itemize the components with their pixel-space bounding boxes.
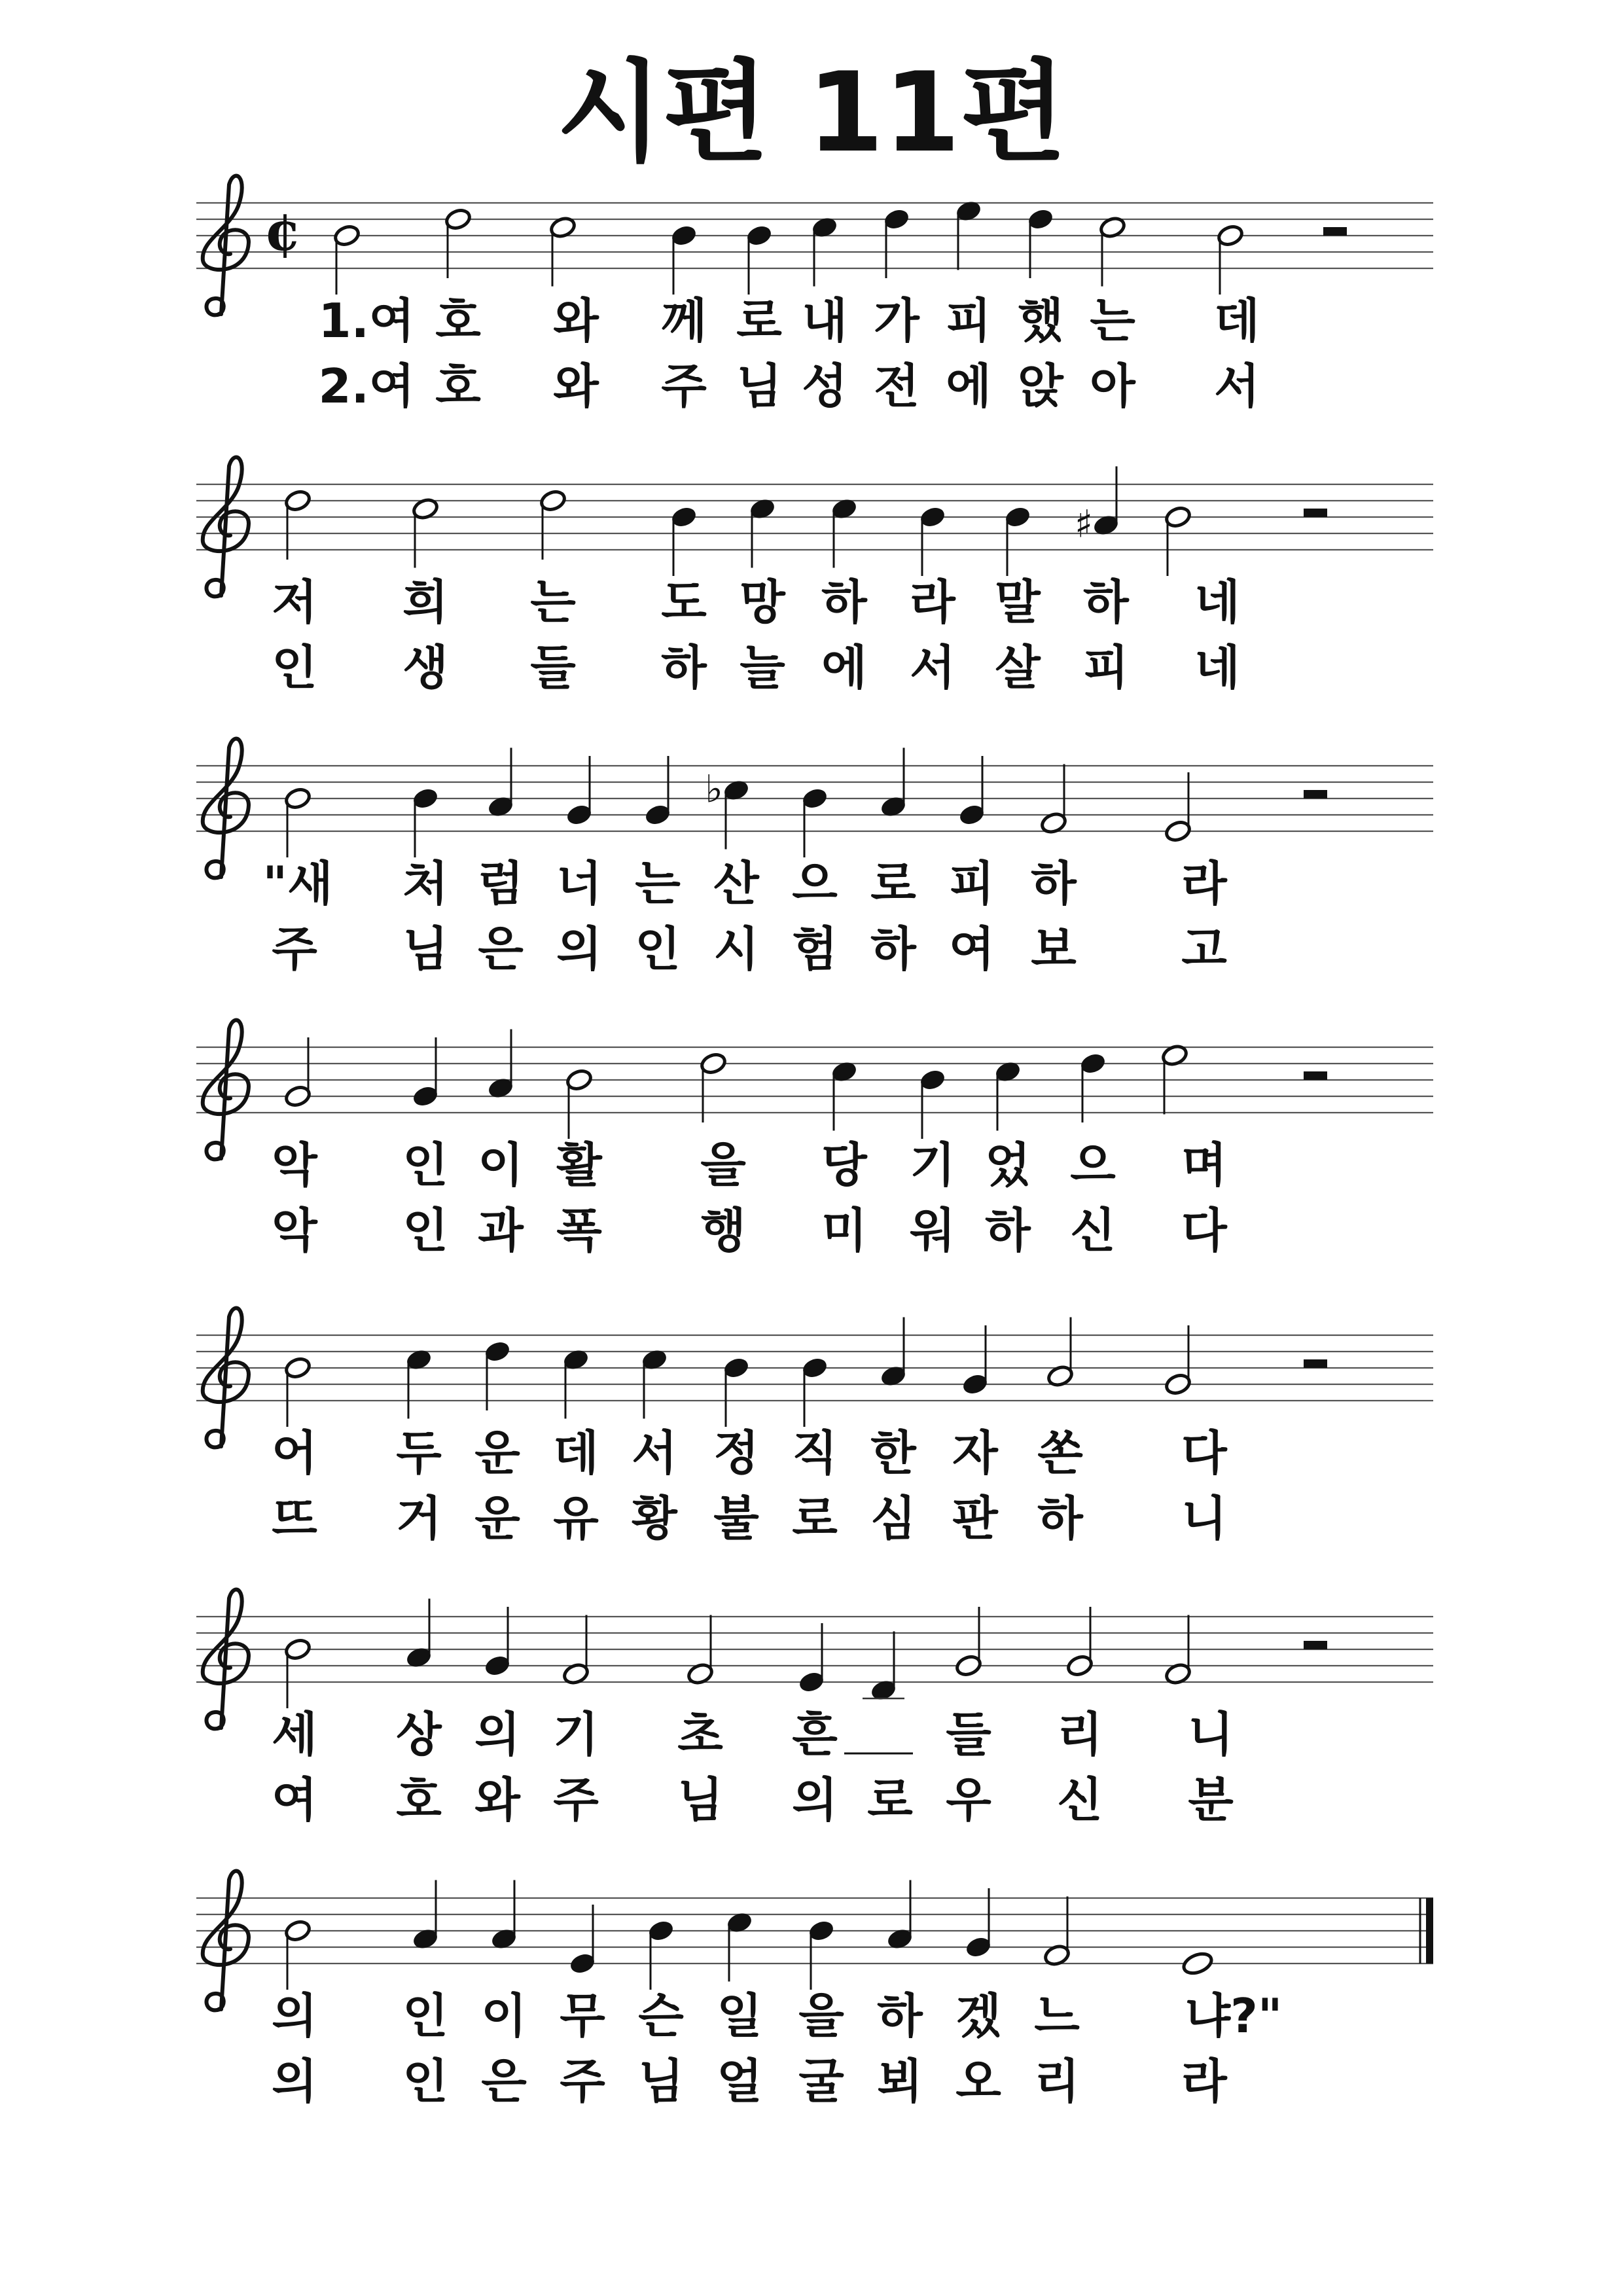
note xyxy=(487,1030,515,1100)
treble-clef-icon xyxy=(203,1308,249,1448)
lyric-syllable: 겠 xyxy=(955,1988,1001,2043)
note xyxy=(1046,1318,1075,1388)
lyric-syllable: 님 xyxy=(677,1772,723,1827)
note xyxy=(811,215,839,286)
lyric-syllable: 고 xyxy=(1181,922,1227,977)
lyric-syllable: 희 xyxy=(402,575,448,630)
note xyxy=(687,1615,715,1686)
lyric-syllable: 하 xyxy=(661,640,707,695)
lyric-syllable: 을 xyxy=(798,1988,844,2043)
note xyxy=(1161,1043,1189,1114)
lyric-syllable: 정 xyxy=(713,1426,759,1480)
lyric-syllable: 했 xyxy=(1018,293,1063,348)
lyric-syllable: 시 xyxy=(713,922,759,977)
half-rest-icon xyxy=(1304,1641,1327,1649)
lyric-syllable: 님 xyxy=(638,2054,684,2109)
note xyxy=(1043,1897,1071,1967)
note xyxy=(955,1607,983,1677)
note xyxy=(644,756,672,827)
lyric-syllable: 와 xyxy=(553,293,599,348)
lyric-syllable: 성 xyxy=(802,359,847,414)
lyric-syllable: 여 xyxy=(272,1772,317,1827)
note xyxy=(1066,1607,1094,1677)
lyric-syllable: 2.여 xyxy=(318,359,415,414)
lyric-syllable: 의 xyxy=(272,1988,317,2043)
lyric-syllable: 에 xyxy=(821,640,867,695)
lyric-syllable: 여 xyxy=(949,922,995,977)
lyric-syllable: 인 xyxy=(635,922,681,977)
note xyxy=(284,1919,312,1990)
lyric-syllable: 두 xyxy=(396,1426,442,1480)
note xyxy=(726,1910,754,1981)
lyric-syllable: 인 xyxy=(402,1988,448,2043)
note xyxy=(412,1880,440,1951)
lyric-syllable: 님 xyxy=(402,922,448,977)
lyric-syllable: 며 xyxy=(1181,1138,1227,1193)
lyric-syllable: 폭 xyxy=(556,1203,602,1258)
note xyxy=(484,1607,512,1677)
lyric-syllable: 들 xyxy=(530,640,576,695)
lyric-syllable: 얼 xyxy=(717,2054,762,2109)
note xyxy=(284,489,312,560)
note xyxy=(444,207,473,278)
lyric-syllable: 데 xyxy=(553,1426,599,1480)
treble-clef-icon xyxy=(203,1871,249,2011)
lyric-syllable: 저 xyxy=(272,575,317,630)
lyric-syllable: 의 xyxy=(474,1707,520,1762)
note xyxy=(1181,1950,1215,1977)
note xyxy=(284,1638,312,1708)
lyric-syllable: 전 xyxy=(874,359,919,414)
note xyxy=(647,1919,675,1990)
lyric-syllable: 운 xyxy=(474,1491,520,1546)
lyric-syllable: 불 xyxy=(713,1491,759,1546)
note xyxy=(1075,467,1120,547)
lyric-syllable: 네 xyxy=(1194,640,1240,695)
time-signature: ¢ xyxy=(264,200,302,263)
lyric-syllable: 서 xyxy=(910,640,955,695)
note xyxy=(565,756,594,827)
lyric-syllable: 라 xyxy=(910,575,955,630)
lyric-syllable: 늘 xyxy=(740,640,785,695)
lyric-syllable: 는 xyxy=(635,856,681,911)
lyric-syllable: 슨 xyxy=(638,1988,684,2043)
staff-system xyxy=(196,457,1433,695)
note xyxy=(487,748,515,819)
note xyxy=(880,1318,908,1388)
lyric-syllable: 니 xyxy=(1181,1491,1227,1546)
lyric-syllable: 이 xyxy=(478,1138,524,1193)
lyric-syllable: 님 xyxy=(736,359,782,414)
note xyxy=(549,215,577,286)
lyric-syllable: 가 xyxy=(874,293,919,348)
half-rest-icon xyxy=(1323,227,1347,236)
note xyxy=(1079,1052,1107,1122)
note xyxy=(405,1599,433,1670)
note xyxy=(808,1919,836,1990)
lyric-syllable: 악 xyxy=(272,1138,317,1193)
note xyxy=(1164,1615,1192,1686)
lyric-syllable: 하 xyxy=(1037,1491,1083,1546)
lyric-syllable: 주 xyxy=(272,922,317,977)
note xyxy=(1027,207,1055,278)
sharp-icon: ♯ xyxy=(1074,501,1094,547)
note xyxy=(961,1325,990,1396)
page-title: 시편 11편 xyxy=(556,48,1067,177)
note xyxy=(749,497,777,567)
lyric-syllable: 은 xyxy=(481,2054,527,2109)
lyric-syllable: 이 xyxy=(481,1988,527,2043)
lyric-syllable: 황 xyxy=(632,1491,677,1546)
lyric-syllable: 는 xyxy=(530,575,576,630)
lyric-syllable: 는 xyxy=(1090,293,1135,348)
lyric-syllable: 활 xyxy=(556,1138,602,1193)
lyric-syllable: 라 xyxy=(1181,2054,1227,2109)
lyric-syllable: 로 xyxy=(870,856,916,911)
note xyxy=(700,1052,728,1122)
lyric-syllable: 라 xyxy=(1181,856,1227,911)
note xyxy=(965,1888,993,1959)
lyric-syllable: 악 xyxy=(272,1203,317,1258)
note xyxy=(484,1340,512,1410)
note xyxy=(994,1060,1022,1130)
half-rest-icon xyxy=(1304,509,1327,517)
note xyxy=(569,1905,597,1975)
lyric-syllable: 었 xyxy=(985,1138,1031,1193)
lyric-syllable: 생 xyxy=(402,640,448,695)
note xyxy=(1164,1325,1192,1396)
lyric-syllable: 자 xyxy=(952,1426,998,1480)
lyric-syllable: 와 xyxy=(553,359,599,414)
treble-clef-icon xyxy=(203,1590,249,1729)
note xyxy=(284,1356,312,1427)
lyric-syllable: 에 xyxy=(946,359,991,414)
lyric-syllable: 께 xyxy=(661,293,707,348)
note xyxy=(412,497,440,567)
lyric-syllable: 행 xyxy=(700,1203,746,1258)
lyric-syllable: 아 xyxy=(1090,359,1135,414)
lyric-syllable: 피 xyxy=(946,293,991,348)
lyric-syllable: 유 xyxy=(553,1491,599,1546)
lyric-syllable: 서 xyxy=(1214,359,1260,414)
lyric-syllable: 들 xyxy=(946,1707,991,1762)
lyric-syllable: 너 xyxy=(556,856,602,911)
lyric-syllable: 하 xyxy=(877,1988,923,2043)
treble-clef-icon xyxy=(203,1020,249,1160)
lyric-syllable: 냐?" xyxy=(1185,1988,1283,2043)
note xyxy=(539,489,567,560)
lyric-syllable: 뜨 xyxy=(272,1491,317,1546)
lyric-syllable: 다 xyxy=(1181,1203,1227,1258)
lyric-syllable: 상 xyxy=(396,1707,442,1762)
lyric-syllable: 호 xyxy=(435,293,481,348)
lyric-syllable: 직 xyxy=(792,1426,838,1480)
lyric-syllable: 서 xyxy=(632,1426,677,1480)
lyric-syllable: 주 xyxy=(661,359,707,414)
lyric-syllable: 미 xyxy=(821,1203,867,1258)
lyric-syllable: 당 xyxy=(821,1138,867,1193)
note xyxy=(562,1615,590,1686)
lyric-syllable: 굴 xyxy=(798,2054,844,2109)
lyric-syllable: 워 xyxy=(910,1203,955,1258)
lyric-syllable: 기 xyxy=(553,1707,599,1762)
lyric-syllable: 말 xyxy=(995,575,1041,630)
note xyxy=(955,199,983,270)
lyric-syllable: 분 xyxy=(1188,1772,1234,1827)
note xyxy=(333,224,361,295)
staff-system xyxy=(196,1871,1433,2109)
lyric-syllable: 와 xyxy=(474,1772,520,1827)
staff-system xyxy=(196,1590,1433,1827)
treble-clef-icon xyxy=(203,176,249,315)
treble-clef-icon xyxy=(203,457,249,597)
staff-system xyxy=(196,739,1433,977)
note xyxy=(1040,764,1068,835)
lyric-syllable: 피 xyxy=(1083,640,1129,695)
note xyxy=(883,207,911,278)
lyric-syllable: 일 xyxy=(717,1988,762,2043)
note xyxy=(886,1880,914,1951)
lyric-syllable: 의 xyxy=(272,2054,317,2109)
note xyxy=(880,748,908,819)
lyric-syllable: 1.여 xyxy=(318,293,415,348)
lyric-syllable: 산 xyxy=(713,856,759,911)
lyric-syllable: 세 xyxy=(272,1707,317,1762)
treble-clef-icon xyxy=(203,739,249,878)
lyric-syllable: 무 xyxy=(560,1988,605,2043)
lyric-syllable: 주 xyxy=(553,1772,599,1827)
lyric-syllable: 니 xyxy=(1188,1707,1234,1762)
note xyxy=(798,1623,826,1694)
note xyxy=(412,1037,440,1108)
note xyxy=(745,224,774,295)
notehead xyxy=(1181,1950,1215,1977)
lyric-syllable: 피 xyxy=(949,856,995,911)
lyric-syllable: "새 xyxy=(262,856,333,911)
note xyxy=(830,1060,859,1130)
note xyxy=(670,505,698,576)
lyric-syllable: 느 xyxy=(1034,1988,1080,2043)
lyric-syllable: 데 xyxy=(1214,293,1260,348)
note xyxy=(1164,772,1192,843)
lyric-syllable: 신 xyxy=(1070,1203,1116,1258)
lyric-syllable: 한 xyxy=(870,1426,916,1480)
lyric-syllable: 심 xyxy=(870,1491,916,1546)
lyric-syllable: 처 xyxy=(402,856,448,911)
lyric-syllable: 로 xyxy=(792,1491,838,1546)
lyric-syllable: 내 xyxy=(802,293,847,348)
note xyxy=(1099,215,1127,286)
note xyxy=(412,787,440,857)
lyric-syllable: 거 xyxy=(396,1491,442,1546)
lyric-syllable: 인 xyxy=(402,2054,448,2109)
lyric-syllable: 하 xyxy=(870,922,916,977)
lyric-syllable: 을 xyxy=(700,1138,746,1193)
lyric-syllable: 하 xyxy=(821,575,867,630)
lyric-syllable: 앉 xyxy=(1018,359,1063,414)
lyric-syllable: 으 xyxy=(792,856,838,911)
half-rest-icon xyxy=(1304,1071,1327,1080)
note xyxy=(801,787,829,857)
lyric-syllable: 인 xyxy=(272,640,317,695)
lyric-syllable: 험 xyxy=(792,922,838,977)
lyric-syllable: 운 xyxy=(474,1426,520,1480)
note xyxy=(801,1356,829,1427)
lyric-syllable: 도 xyxy=(661,575,707,630)
note xyxy=(722,1356,751,1427)
note xyxy=(405,1348,433,1418)
note xyxy=(919,1068,947,1139)
note xyxy=(284,787,312,857)
note xyxy=(641,1348,669,1418)
note xyxy=(1004,505,1032,576)
lyric-syllable: 흔 xyxy=(792,1707,838,1762)
half-rest-icon xyxy=(1304,790,1327,798)
lyric-syllable: 우 xyxy=(946,1772,991,1827)
note xyxy=(705,767,750,850)
lyric-syllable: 인 xyxy=(402,1138,448,1193)
flat-icon: ♭ xyxy=(705,766,723,812)
lyric-syllable: 럼 xyxy=(478,856,524,911)
lyric-syllable: 의 xyxy=(792,1772,838,1827)
lyric-syllable: 의 xyxy=(556,922,602,977)
note xyxy=(562,1348,590,1418)
lyric-syllable: 하 xyxy=(1083,575,1129,630)
lyric-syllable: 다 xyxy=(1181,1426,1227,1480)
note xyxy=(1164,505,1192,576)
lyric-syllable: 로 xyxy=(736,293,782,348)
note xyxy=(863,1632,904,1702)
lyric-syllable: 초 xyxy=(677,1707,723,1762)
lyric-syllable: 하 xyxy=(1031,856,1077,911)
lyric-syllable: 주 xyxy=(560,2054,605,2109)
lyric-syllable: 네 xyxy=(1194,575,1240,630)
lyric-syllable: 호 xyxy=(435,359,481,414)
lyric-syllable: 기 xyxy=(910,1138,955,1193)
lyric-syllable: 망 xyxy=(740,575,785,630)
lyric-syllable: 으 xyxy=(1070,1138,1116,1193)
staff-system xyxy=(196,1308,1433,1546)
note xyxy=(284,1037,312,1108)
note xyxy=(1217,224,1245,295)
lyric-syllable: 판 xyxy=(952,1491,998,1546)
lyric-syllable: 은 xyxy=(478,922,524,977)
note xyxy=(958,756,986,827)
lyric-syllable: 하 xyxy=(985,1203,1031,1258)
lyric-syllable: 리 xyxy=(1034,2054,1080,2109)
lyric-syllable: 신 xyxy=(1057,1772,1103,1827)
note xyxy=(830,497,859,567)
lyric-syllable: 쏜 xyxy=(1037,1426,1083,1480)
staff-system xyxy=(196,176,1433,414)
lyric-syllable: 호 xyxy=(396,1772,442,1827)
staff-system xyxy=(196,1020,1433,1258)
final-barline xyxy=(1426,1898,1433,1964)
lyric-syllable: 인 xyxy=(402,1203,448,1258)
half-rest-icon xyxy=(1304,1359,1327,1368)
note xyxy=(565,1068,594,1139)
lyric-syllable: 어 xyxy=(272,1426,317,1480)
lyric-syllable: 오 xyxy=(955,2054,1001,2109)
note xyxy=(919,505,947,576)
lyric-syllable: 과 xyxy=(478,1203,524,1258)
lyric-syllable: 살 xyxy=(995,640,1041,695)
lyric-syllable: 로 xyxy=(867,1772,913,1827)
note xyxy=(670,224,698,295)
lyric-syllable: 보 xyxy=(1031,922,1077,977)
note xyxy=(490,1880,518,1951)
lyric-syllable: 리 xyxy=(1057,1707,1103,1762)
lyric-syllable: 뵈 xyxy=(877,2054,923,2109)
